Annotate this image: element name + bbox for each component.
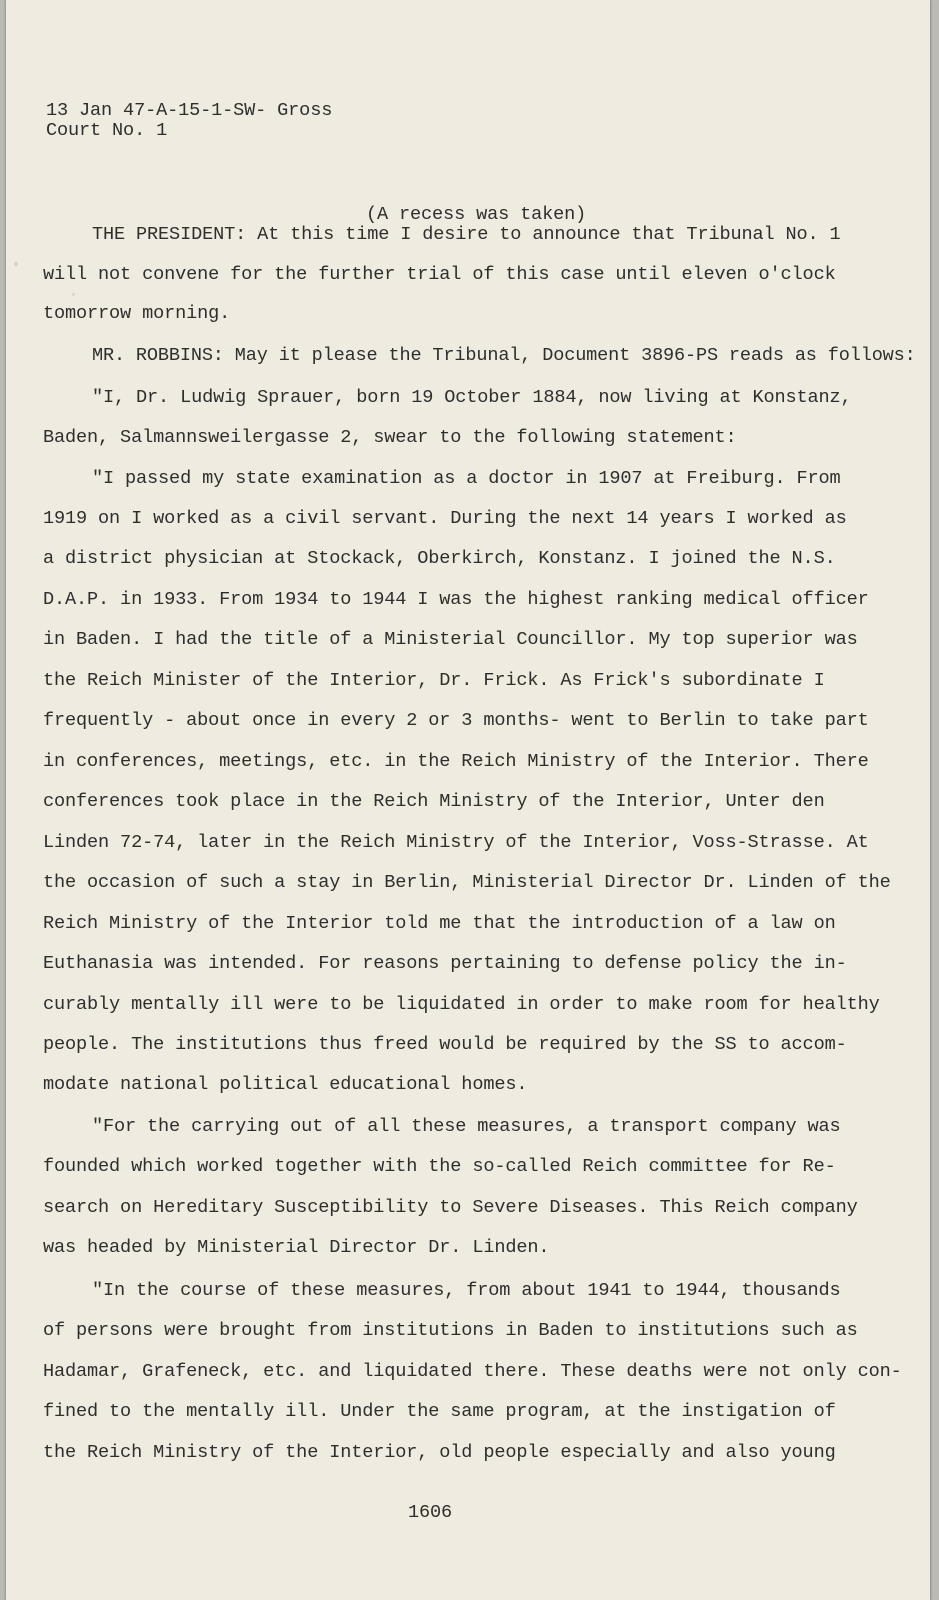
- text-line: "I, Dr. Ludwig Sprauer, born 19 October 1884, now living at Konstanz,: [92, 387, 852, 408]
- text-line: curably mentally ill were to be liquidated in order to make room for healthy: [43, 994, 880, 1015]
- text-line: the Reich Ministry of the Interior, old people especially and also young: [43, 1442, 836, 1463]
- text-line: founded which worked together with the so-called Reich committee for Re-: [43, 1156, 836, 1177]
- document-page: [6, 0, 930, 1600]
- text-line: will not convene for the further trial of this case until eleven o'clock: [43, 264, 836, 285]
- paper-speck: [14, 262, 18, 266]
- text-line: tomorrow morning.: [43, 303, 231, 324]
- text-line: "I passed my state examination as a doctor in 1907 at Freiburg. From: [92, 468, 841, 489]
- recess-note: (A recess was taken): [366, 204, 587, 225]
- text-line: Hadamar, Grafeneck, etc. and liquidated there. These deaths were not only con-: [43, 1361, 902, 1382]
- text-line: in Baden. I had the title of a Ministerial Councillor. My top superior was: [43, 629, 858, 650]
- text-line: THE PRESIDENT: At this time I desire to announce that Tribunal No. 1: [92, 224, 841, 245]
- text-line: of persons were brought from institutions in Baden to institutions such as: [43, 1320, 858, 1341]
- header-reference: 13 Jan 47-A-15-1-SW- Gross: [46, 100, 333, 121]
- text-line: modate national political educational homes.: [43, 1074, 528, 1095]
- text-line: "In the course of these measures, from about 1941 to 1944, thousands: [92, 1280, 841, 1301]
- text-line: Baden, Salmannsweilergasse 2, swear to the following statement:: [43, 427, 737, 448]
- text-line: the occasion of such a stay in Berlin, Ministerial Director Dr. Linden of the: [43, 872, 891, 893]
- text-line: was headed by Ministerial Director Dr. Linden.: [43, 1237, 550, 1258]
- text-line: "For the carrying out of all these measures, a transport company was: [92, 1116, 841, 1137]
- page-number: 1606: [408, 1502, 453, 1523]
- text-line: fined to the mentally ill. Under the same program, at the instigation of: [43, 1401, 836, 1422]
- text-line: D.A.P. in 1933. From 1934 to 1944 I was the highest ranking medical officer: [43, 589, 869, 610]
- text-line: the Reich Minister of the Interior, Dr. Frick. As Frick's subordinate I: [43, 670, 825, 691]
- text-line: Reich Ministry of the Interior told me that the introduction of a law on: [43, 913, 836, 934]
- text-line: people. The institutions thus freed would be required by the SS to accom-: [43, 1034, 847, 1055]
- text-line: search on Hereditary Susceptibility to Severe Diseases. This Reich company: [43, 1197, 858, 1218]
- header-court: Court No. 1: [46, 120, 168, 141]
- text-line: Euthanasia was intended. For reasons pertaining to defense policy the in-: [43, 953, 847, 974]
- text-line: a district physician at Stockack, Oberkirch, Konstanz. I joined the N.S.: [43, 548, 836, 569]
- text-line: conferences took place in the Reich Ministry of the Interior, Unter den: [43, 791, 825, 812]
- text-line: Linden 72-74, later in the Reich Ministry of the Interior, Voss-Strasse. At: [43, 832, 869, 853]
- text-line: 1919 on I worked as a civil servant. During the next 14 years I worked as: [43, 508, 847, 529]
- paper-speck: [72, 293, 75, 296]
- text-line: in conferences, meetings, etc. in the Reich Ministry of the Interior. There: [43, 751, 869, 772]
- text-line: MR. ROBBINS: May it please the Tribunal, Document 3896-PS reads as follows:: [92, 345, 916, 366]
- text-line: frequently - about once in every 2 or 3 months- went to Berlin to take part: [43, 710, 869, 731]
